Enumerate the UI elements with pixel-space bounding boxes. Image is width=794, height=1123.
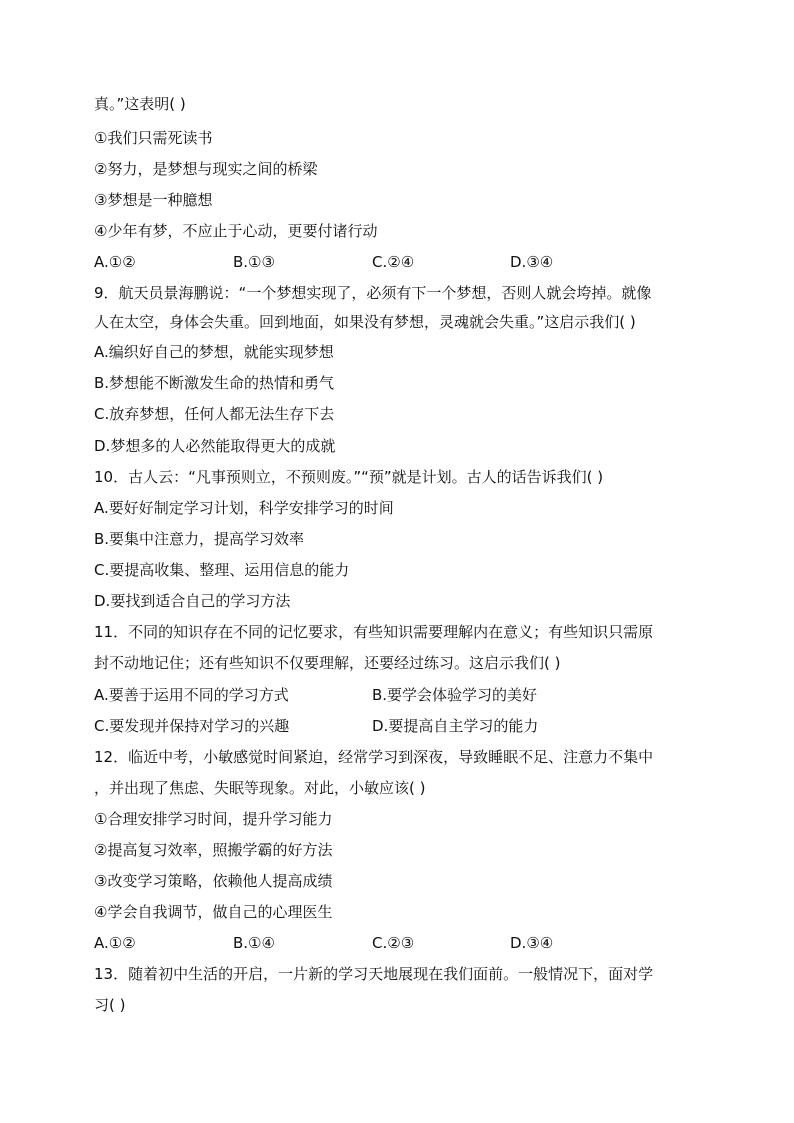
q10-stem-line-1: 10．古人云：“凡事预则立，不预则废。”“预”就是计划。古人的话告诉我们( ) [94, 468, 604, 486]
q9-stem-line-1: 9．航天员景海鹏说：“一个梦想实现了，必须有下一个梦想，否则人就会垮掉。就像 [94, 284, 652, 302]
q10-option-b: B.要集中注意力，提高学习效率 [94, 530, 305, 548]
q11-option-a: A.要善于运用不同的学习方式 [94, 686, 289, 704]
q10-option-d: D.要找到适合自己的学习方法 [94, 592, 291, 610]
q13-stem-line-2: 习( ) [94, 996, 126, 1014]
q12-item-2: ②提高复习效率，照搬学霸的好方法 [94, 841, 333, 859]
q9-option-b: B.梦想能不断激发生命的热情和勇气 [94, 374, 335, 392]
q9-option-a: A.编织好自己的梦想，就能实现梦想 [94, 343, 334, 361]
q11-option-d: D.要提高自主学习的能力 [372, 717, 539, 735]
q8-item-1: ①我们只需死读书 [94, 129, 213, 147]
q13-stem-line-1: 13．随着初中生活的开启，一片新的学习天地展现在我们面前。一般情况下，面对学 [94, 965, 654, 983]
q11-option-b: B.要学会体验学习的美好 [372, 686, 538, 704]
q11-option-c: C.要发现并保持对学习的兴趣 [94, 717, 290, 735]
q8-option-a: A.①② [94, 253, 136, 271]
q8-item-4: ④少年有梦，不应止于心动，更要付诸行动 [94, 222, 378, 240]
q9-option-c: C.放弃梦想，任何人都无法生存下去 [94, 405, 335, 423]
q12-option-a: A.①② [94, 934, 136, 952]
q8-stem-tail: 真。”这表明( ) [94, 95, 186, 113]
q11-stem-line-2: 封不动地记住；还有些知识不仅要理解，还要经过练习。这启示我们( ) [94, 654, 561, 672]
q12-item-1: ①合理安排学习时间，提升学习能力 [94, 810, 333, 828]
q12-stem-line-1: 12．临近中考，小敏感觉时间紧迫，经常学习到深夜，导致睡眠不足、注意力不集中 [94, 748, 654, 766]
q10-option-c: C.要提高收集、整理、运用信息的能力 [94, 561, 350, 579]
q12-item-3: ③改变学习策略，依赖他人提高成绩 [94, 872, 333, 890]
q10-option-a: A.要好好制定学习计划，科学安排学习的时间 [94, 499, 394, 517]
q8-item-2: ②努力，是梦想与现实之间的桥梁 [94, 160, 318, 178]
q12-option-d: D.③④ [510, 934, 554, 952]
q8-option-d: D.③④ [510, 253, 554, 271]
q9-stem-line-2: 人在太空，身体会失重。回到地面，如果没有梦想，灵魂就会失重。”这启示我们( ) [94, 313, 636, 331]
q12-stem-line-2: ，并出现了焦虑、失眠等现象。对此，小敏应该( ) [94, 779, 426, 797]
q12-option-b: B.①④ [233, 934, 275, 952]
q8-option-b: B.①③ [233, 253, 275, 271]
q8-item-3: ③梦想是一种臆想 [94, 191, 213, 209]
q9-option-d: D.梦想多的人必然能取得更大的成就 [94, 437, 336, 455]
q12-option-c: C.②③ [372, 934, 415, 952]
q8-option-c: C.②④ [372, 253, 415, 271]
q12-item-4: ④学会自我调节，做自己的心理医生 [94, 903, 333, 921]
q11-stem-line-1: 11．不同的知识存在不同的记忆要求，有些知识需要理解内在意义；有些知识只需原 [94, 623, 654, 641]
